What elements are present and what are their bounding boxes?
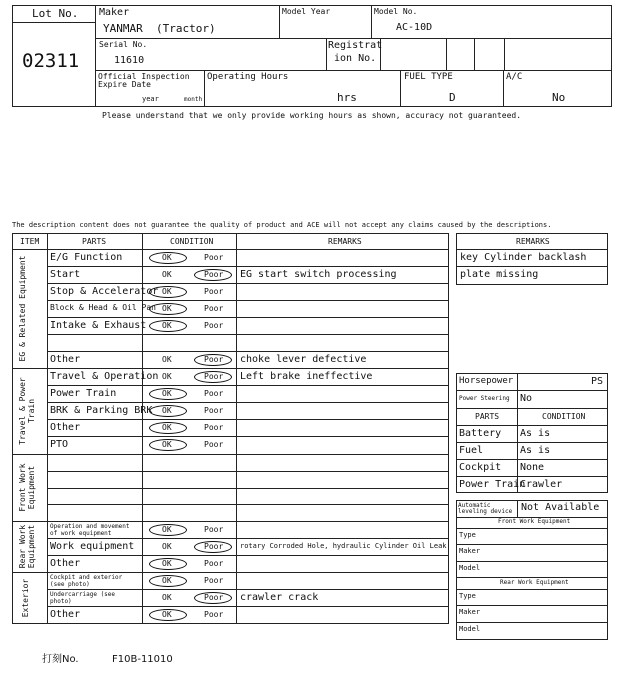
poor-option[interactable]: Poor <box>204 422 224 432</box>
poor-selected-circle <box>194 592 232 604</box>
part-label: Other <box>50 353 81 365</box>
horsepower-unit: PS <box>591 376 604 387</box>
stamp-value: F10B-11010 <box>112 654 173 665</box>
ok-option[interactable]: OK <box>162 440 172 449</box>
ok-selected-circle <box>149 575 187 587</box>
model-no-label: Model No. <box>374 7 418 16</box>
group-label: EG & Related Equipment <box>18 255 27 362</box>
model-year-label: Model Year <box>282 7 331 16</box>
registration-label-1: Registrat <box>328 40 383 51</box>
poor-option[interactable]: Poor <box>204 405 224 415</box>
part-label: Stop & Accelerator <box>50 285 159 297</box>
group-label: Rear Work Equipment <box>18 524 36 569</box>
ok-option[interactable]: OK <box>162 388 172 398</box>
ac-label: A/C <box>506 72 523 82</box>
ok-selected-circle <box>149 286 187 298</box>
panel-condition-value: As is <box>520 428 551 439</box>
poor-option[interactable]: Poor <box>204 354 224 364</box>
poor-option[interactable]: Poor <box>204 303 224 313</box>
row-divider <box>47 419 449 420</box>
serial-label: Serial No. <box>99 40 148 49</box>
front-maker-label: Maker <box>459 547 481 555</box>
part-label: Other <box>50 609 81 620</box>
row-divider <box>47 317 449 318</box>
model-no-value: AC-10D <box>396 22 433 33</box>
part-label: Power Train <box>50 387 117 399</box>
part-label: E/G Function <box>50 251 123 263</box>
ok-option[interactable]: OK <box>162 558 172 568</box>
ok-option[interactable]: OK <box>162 610 172 619</box>
ok-option[interactable]: OK <box>162 252 172 262</box>
lot-number: 02311 <box>22 50 80 72</box>
remark-text: EG start switch processing <box>240 268 397 280</box>
ok-selected-circle <box>149 303 187 315</box>
rear-maker-label: Maker <box>459 608 481 616</box>
remark-text: choke lever defective <box>240 353 367 365</box>
poor-option[interactable]: Poor <box>204 252 224 262</box>
panel-condition-value: Crawler <box>520 479 563 490</box>
auto-level-label: Automatic leveling device <box>458 502 513 515</box>
ok-selected-circle <box>149 388 187 400</box>
poor-option[interactable]: Poor <box>204 575 224 585</box>
fuel-label: FUEL TYPE <box>404 72 453 82</box>
remarks-line-2: plate missing <box>460 269 539 280</box>
ok-option[interactable]: OK <box>162 575 172 585</box>
ok-option[interactable]: OK <box>162 524 172 534</box>
col-remarks-header: REMARKS <box>328 237 362 246</box>
row-divider <box>47 436 449 437</box>
row-divider <box>47 504 449 505</box>
ok-selected-circle <box>149 405 187 417</box>
col-parts-header: PARTS <box>82 237 107 246</box>
disclaimer: The description content does not guarantee the quality of product and ACE will not accept any claims caused by the descriptions. <box>12 221 552 229</box>
row-divider <box>47 471 449 472</box>
ok-option[interactable]: OK <box>162 269 172 279</box>
year-label: year <box>142 95 159 103</box>
row-divider <box>47 538 449 539</box>
row-divider <box>47 351 449 352</box>
poor-selected-circle <box>194 541 232 553</box>
ok-option[interactable]: OK <box>162 405 172 415</box>
part-label: Travel & Operation <box>50 370 159 382</box>
part-label: PTO <box>50 439 69 450</box>
ok-option[interactable]: OK <box>162 286 172 296</box>
ok-selected-circle <box>149 252 187 264</box>
hours-note: Please understand that we only provide working hours as shown, accuracy not guaranteed. <box>102 111 522 120</box>
ok-selected-circle <box>149 320 187 332</box>
hours-label: Operating Hours <box>207 72 289 82</box>
ok-option[interactable]: OK <box>162 354 172 364</box>
rear-model-label: Model <box>459 625 481 633</box>
ok-option[interactable]: OK <box>162 320 172 330</box>
panel-part-label: Power Train <box>459 479 526 490</box>
part-label: Undercarriage (see photo) <box>50 591 116 605</box>
rear-work-header: Rear Work Equipment <box>500 579 569 586</box>
row-divider <box>47 402 449 403</box>
ok-option[interactable]: OK <box>162 371 172 381</box>
ok-option[interactable]: OK <box>162 422 172 432</box>
row-divider <box>47 488 449 489</box>
ok-selected-circle <box>149 439 187 451</box>
part-label: Block & Head & Oil Pan <box>50 302 156 312</box>
row-divider <box>47 385 449 386</box>
part-label: Start <box>50 268 81 280</box>
row-divider <box>47 555 449 556</box>
poor-selected-circle <box>194 354 232 366</box>
poor-option[interactable]: Poor <box>204 286 224 296</box>
panel-condition-value: None <box>520 462 545 473</box>
front-type-label: Type <box>459 531 476 539</box>
poor-option[interactable]: Poor <box>204 269 224 279</box>
poor-option[interactable]: Poor <box>204 541 224 551</box>
row-divider <box>47 589 449 590</box>
remark-text: rotary Corroded Hole, hydraulic Cylinder Oil Leak <box>240 542 447 550</box>
poor-option[interactable]: Poor <box>204 524 224 534</box>
poor-option[interactable]: Poor <box>204 558 224 568</box>
remarks-line-1: key Cylinder backlash <box>460 252 587 263</box>
poor-selected-circle <box>194 371 232 383</box>
group-label: Front Work Equipment <box>18 463 36 512</box>
fuel-value: D <box>449 91 456 104</box>
poor-option[interactable]: Poor <box>204 610 224 619</box>
panel-part-label: Cockpit <box>459 462 502 473</box>
inspection-label-1: Official Inspection <box>98 72 190 81</box>
part-label: Cockpit and exterior (see photo) <box>50 574 123 588</box>
power-steering-value: No <box>520 393 533 404</box>
col-item-header: ITEM <box>20 237 40 246</box>
hours-unit: hrs <box>337 91 357 104</box>
serial-value: 11610 <box>114 55 145 66</box>
poor-option[interactable]: Poor <box>204 388 224 398</box>
front-model-label: Model <box>459 564 481 572</box>
poor-option[interactable]: Poor <box>204 440 224 449</box>
horsepower-label: Horsepower <box>459 376 514 386</box>
power-steering-label: Power Steering <box>459 395 510 402</box>
ok-selected-circle <box>149 558 187 570</box>
inspection-label-2: Expire Date <box>98 80 151 89</box>
ok-selected-circle <box>149 524 187 536</box>
panel-part-label: Fuel <box>459 445 484 456</box>
poor-option[interactable]: Poor <box>204 371 224 381</box>
stamp-label: 打刻No. <box>42 654 79 665</box>
part-label: Intake & Exhaust <box>50 319 147 331</box>
row-divider <box>47 266 449 267</box>
poor-selected-circle <box>194 269 232 281</box>
poor-option[interactable]: Poor <box>204 592 224 602</box>
remark-text: crawler crack <box>240 591 319 603</box>
remark-text: Left brake ineffective <box>240 370 373 382</box>
ok-selected-circle <box>149 609 187 621</box>
registration-label-2: ion No. <box>334 53 377 64</box>
panel-part-label: Battery <box>459 428 502 439</box>
part-label: Operation and movement of work equipment <box>50 523 130 537</box>
part-label: Other <box>50 557 81 569</box>
ok-option[interactable]: OK <box>162 303 172 313</box>
auto-level-value: Not Available <box>521 502 600 513</box>
maker-label: Maker <box>99 7 130 18</box>
row-divider <box>47 606 449 607</box>
ac-value: No <box>552 91 566 104</box>
front-work-header: Front Work Equipment <box>498 518 571 525</box>
panel-condition-value: As is <box>520 445 551 456</box>
row-divider <box>47 334 449 335</box>
part-label: Other <box>50 421 81 433</box>
group-label: Exterior <box>21 578 30 618</box>
rear-type-label: Type <box>459 592 476 600</box>
row-divider <box>47 300 449 301</box>
lot-label: Lot No. <box>32 7 79 20</box>
poor-option[interactable]: Poor <box>204 320 224 330</box>
group-label: Travel & Power Train <box>18 377 36 445</box>
remarks-panel-header: REMARKS <box>516 237 550 246</box>
ok-option[interactable]: OK <box>162 541 172 551</box>
parts-header: PARTS <box>475 412 500 421</box>
col-condition-header: CONDITION <box>170 237 214 246</box>
part-label: BRK & Parking BRK <box>50 404 153 416</box>
part-label: Work equipment <box>50 540 135 552</box>
ok-option[interactable]: OK <box>162 592 172 602</box>
month-label: month <box>184 96 203 103</box>
ok-selected-circle <box>149 422 187 434</box>
condition-header: CONDITION <box>542 412 586 421</box>
maker-value: YANMAR (Tractor) <box>103 22 216 35</box>
row-divider <box>47 283 449 284</box>
